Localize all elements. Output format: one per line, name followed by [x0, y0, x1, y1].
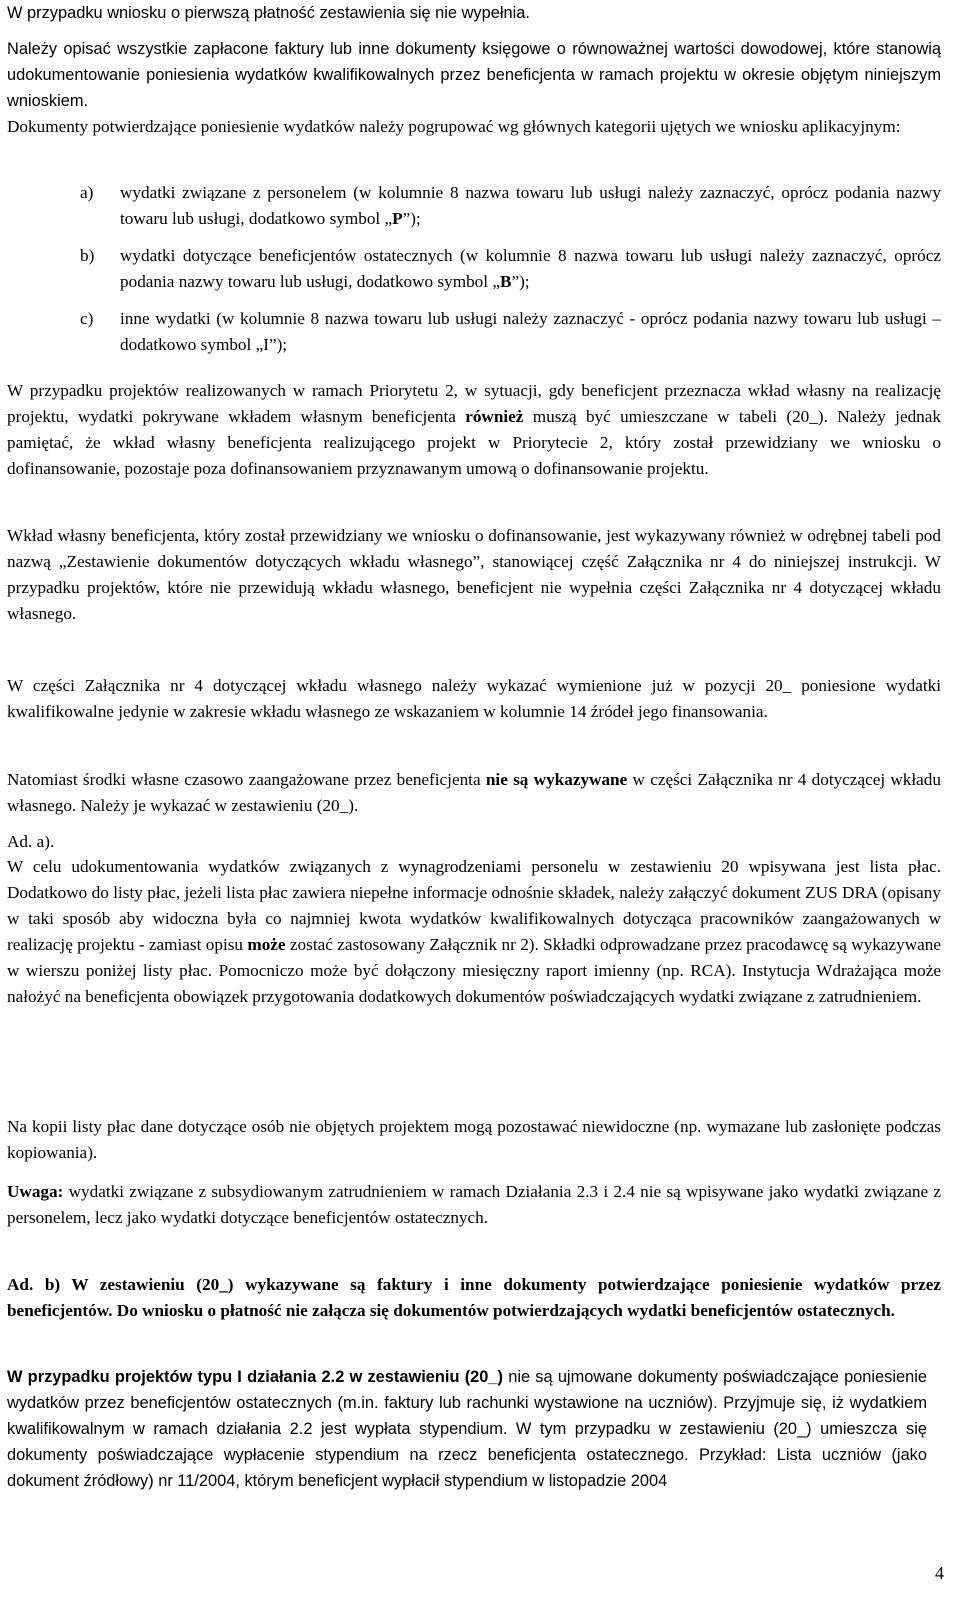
paragraph-priority-2: [7, 378, 941, 482]
paragraph-own-funds: [7, 767, 941, 819]
note-label: Uwaga:: [7, 1182, 64, 1201]
text-run: zostać zastosowany Załącznik nr 2). Składki odprowadzane przez pracodawcę są wykazywane w wierszu poniżej listy płac. Pomocniczo może być dołączony miesięczny raport imienny (np. RCA). Instytucja Wdrażająca może nałożyć na beneficjenta obowiązek przygotowania dodatkowych dokumentów poświadczających wydatki związane z zatrudnieniem.: [7, 935, 942, 1006]
bold-emphasis: może: [247, 935, 286, 954]
bold-emphasis: również: [465, 407, 524, 426]
heading-ad-a: Ad. a).: [7, 832, 55, 851]
paragraph-note: [7, 1179, 941, 1231]
list-marker: c): [80, 309, 94, 328]
list-item-end: ”);: [402, 209, 421, 228]
text-run: W przypadku projektów realizowanych w ramach Priorytetu 2, w sytuacji, gdy beneficjent przeznacza wkład własny na realizację projektu, wydatki pokrywane wkładem własnym beneficjenta: [7, 381, 941, 426]
list-item-text: wydatki związane z personelem (w kolumnie 8 nazwa towaru lub usługi należy zaznaczyć, oprócz podania nazwy towaru lub usługi, dodatkowo symbol „: [120, 183, 941, 228]
bold-emphasis: nie są wykazywane: [485, 770, 628, 789]
symbol-b: B: [499, 272, 512, 291]
list-item: [7, 180, 941, 232]
category-list: [7, 180, 941, 358]
text-run: wydatki związane z subsydiowanym zatrudnieniem w ramach Działania 2.3 i 2.4 nie są wpisywane jako wydatki związane z personelem, lecz jako wydatki dotyczące beneficjentów ostatecznych.: [7, 1182, 941, 1227]
bold-emphasis: W przypadku projektów typu I działania 2.2 w zestawieniu (20_): [7, 1368, 503, 1386]
list-marker: b): [80, 246, 95, 265]
paragraph-payroll: [7, 854, 941, 1010]
paragraph-action-2-2: [7, 1364, 927, 1494]
text-run: Natomiast środki własne czasowo zaangażowane przez beneficjenta: [7, 770, 486, 789]
paragraph-own-contribution: Wkład własny beneficjenta, który został przewidziany we wniosku o dofinansowanie, jest wykazywany również w odrębnej tabeli pod nazwą „Zestawienie dokumentów dotyczących wkładu własnego”, stanowiącej część Załącznika nr 4 do niniejszej instrukcji. W przypadku projektów, które nie przewidują wkładu własnego, beneficjent nie wypełnia części Załącznika nr 4 dotyczącej wkładu własnego.: [7, 526, 941, 623]
list-item-text: wydatki dotyczące beneficjentów ostatecznych (w kolumnie 8 nazwa towaru lub usługi należy zaznaczyć, oprócz podania nazwy towaru lub usługi, dodatkowo symbol „: [120, 246, 941, 291]
text-run: w części Załącznika nr 4 dotyczącej wkładu własnego. Należy je wykazać w zestawieniu (20_).: [7, 770, 941, 815]
paragraph-first-payment: W przypadku wniosku o pierwszą płatność zestawienia się nie wypełnia.: [7, 4, 530, 22]
paragraph-invoices: Należy opisać wszystkie zapłacone faktury lub inne dokumenty księgowe o równoważnej wartości dowodowej, które stanowią udokumentowanie poniesienia wydatków kwalifikowalnych przez beneficjenta w ramach projektu w okresie objętym niniejszym wnioskiem.: [7, 40, 941, 110]
text-run: muszą być umieszczane w tabeli (20_). Należy jednak pamiętać, że wkład własny beneficjenta realizującego projekt w Priorytecie 2, który został przewidziany we wniosku o dofinansowanie, pozostaje poza dofinansowaniem przyznawanym umową o dofinansowanie projektu.: [7, 407, 941, 478]
symbol-i: I: [263, 335, 269, 354]
page-number: 4: [935, 1563, 944, 1583]
list-item-end: ”);: [268, 335, 288, 354]
text-run: W celu udokumentowania wydatków związanych z wynagrodzeniami personelu w zestawieniu 20 wpisywana jest lista płac. Dodatkowo do listy płac, jeżeli lista płac zawiera niepełne informacje odnośnie składek, należy załączyć dokument ZUS DRA (opisany w taki sposób aby widoczna była co najmniej kwota wydatków kwalifikowalnych dotycząca pracowników zaangażowanych w realizację projektu - zamiast opisu: [7, 857, 941, 954]
list-item: [7, 306, 941, 358]
list-marker: a): [80, 183, 94, 202]
list-item-text: inne wydatki (w kolumnie 8 nazwa towaru lub usługi należy zaznaczyć - oprócz podania nazwy towaru lub usługi – dodatkowo symbol „: [120, 309, 941, 354]
paragraph-attachment-4: W części Załącznika nr 4 dotyczącej wkładu własnego należy wykazać wymienione już w pozycji 20_ poniesione wydatki kwalifikowalne jedynie w zakresie wkładu własnego ze wskazaniem w kolumnie 14 źródeł jego finansowania.: [7, 676, 941, 721]
symbol-p: P: [392, 209, 403, 228]
paragraph-payroll-copy: Na kopii listy płac dane dotyczące osób nie objętych projektem mogą pozostawać niewidoczne (np. wymazane lub zasłonięte podczas kopiowania).: [7, 1117, 941, 1162]
paragraph-ad-b: Ad. b) W zestawieniu (20_) wykazywane są faktury i inne dokumenty potwierdzające poniesienie wydatków przez beneficjentów. Do wniosku o płatność nie załącza się dokumentów potwierdzających wydatki beneficjentów ostatecznych.: [7, 1275, 941, 1320]
paragraph-grouping: Dokumenty potwierdzające poniesienie wydatków należy pogrupować wg głównych kategorii ujętych we wniosku aplikacyjnym:: [7, 117, 901, 136]
text-run: nie są ujmowane dokumenty poświadczające poniesienie wydatków przez beneficjentów ostatecznych (m.in. faktury lub rachunki wystawione na uczniów). Przyjmuje się, iż wydatkiem kwalifikowalnym w ramach działania 2.2 jest wypłata stypendium. W tym przypadku w zestawieniu (20_) umieszcza się dokumenty poświadczające wypłacenie stypendium na rzecz beneficjenta ostatecznego. Przykład: Lista uczniów (jako dokument źródłowy) nr 11/2004, którym beneficjent wypłacił stypendium w listopadzie 2004: [7, 1368, 927, 1490]
list-item-end: ”);: [511, 272, 530, 291]
list-item: [7, 243, 941, 295]
